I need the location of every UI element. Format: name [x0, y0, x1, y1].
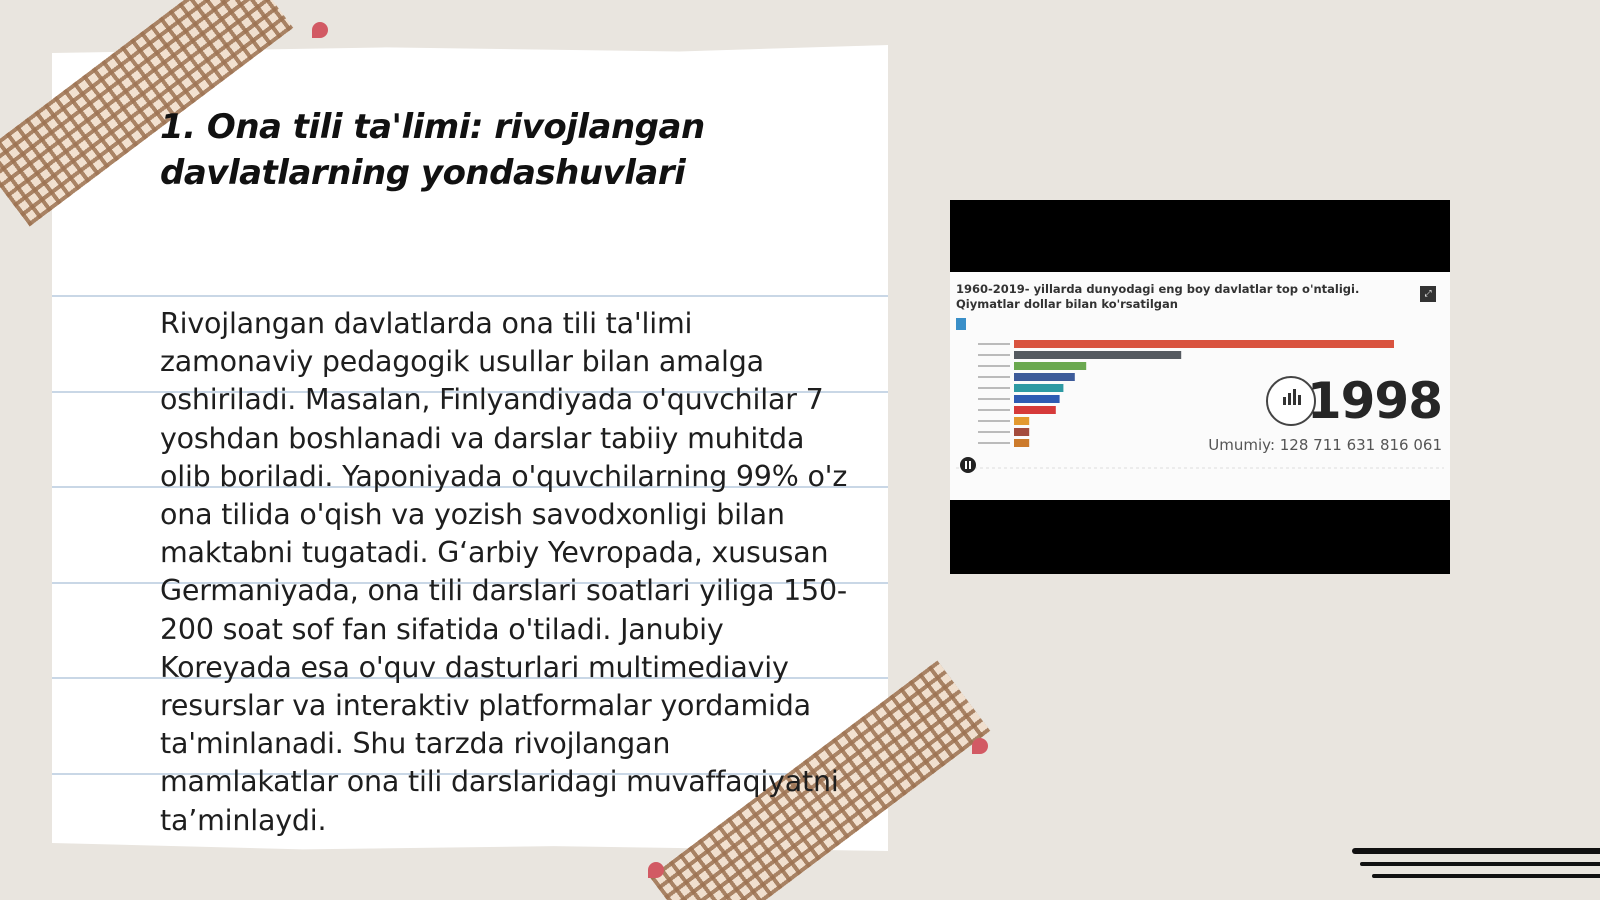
- video-year: 1998: [1306, 372, 1442, 430]
- brush-stroke: [1352, 848, 1600, 854]
- pause-icon[interactable]: [960, 457, 976, 473]
- bar-label: [978, 409, 1010, 411]
- bar-label: [978, 365, 1010, 367]
- bar-mark: [1014, 384, 1063, 392]
- bar-mark: [1014, 373, 1075, 381]
- video-chart-title: 1960-2019- yillarda dunyodagi eng boy davlatlar top o'ntaligi. Qiymatlar dollar bilan ko'rsatilgan: [956, 282, 1360, 311]
- brush-stroke: [1360, 862, 1600, 866]
- bar-mark: [1014, 395, 1060, 403]
- bar-mark: [1014, 406, 1056, 414]
- ruled-line: [52, 295, 888, 297]
- bar-mark: [1014, 362, 1086, 370]
- slide-body: Rivojlangan davlatlarda ona tili ta'limi zamonaviy pedagogik usullar bilan amalga oshiriladi. Masalan, Finlyandiyada o'quvchilar 7 yoshdan boshlanadi va darslar tabiiy muhitda olib boriladi. Yaponiyada o'quvchilarning 99% o'z ona tilida o'qish va yozish savodxonligi bilan maktabni tugatadi. G‘arbiy Yevropada, xususan Germaniyada, ona tili darslari soatlari yiliga 150-200 soat sof fan sifatida o'tiladi. Janubiy Koreyada esa o'quv dasturlari multimediaviy resurslar va interaktiv platformalar yordamida ta'minlanadi. Shu tarzda rivojlangan mamlakatlar ona tili darslaridagi muvaffaqiyatni ta’minlaydi.: [160, 307, 848, 837]
- video-total: Umumiy: 128 711 631 816 061: [1208, 436, 1442, 454]
- video-frame: [950, 272, 1450, 500]
- bar-label: [978, 376, 1010, 378]
- bar-label: [978, 420, 1010, 422]
- bar-label: [978, 354, 1010, 356]
- bar-mark: [1014, 439, 1029, 447]
- bar-mark: [1014, 340, 1394, 348]
- pin-icon: [312, 22, 328, 38]
- pin-icon: [648, 862, 664, 878]
- expand-icon[interactable]: ⤢: [1420, 286, 1436, 302]
- video-player[interactable]: [950, 200, 1450, 574]
- bar-mark: [1014, 351, 1181, 359]
- brush-stroke: [1372, 874, 1600, 878]
- bar-label: [978, 442, 1010, 444]
- bar-mark: [1014, 428, 1029, 436]
- bar-label: [978, 431, 1010, 433]
- pin-icon: [972, 738, 988, 754]
- bar-label: [978, 387, 1010, 389]
- slide-title: 1. Ona tili ta'limi: rivojlangan davlatlarning yondashuvlari: [160, 107, 705, 193]
- bar-label: [978, 398, 1010, 400]
- bar-mark: [1014, 417, 1029, 425]
- bar-label: [978, 343, 1010, 345]
